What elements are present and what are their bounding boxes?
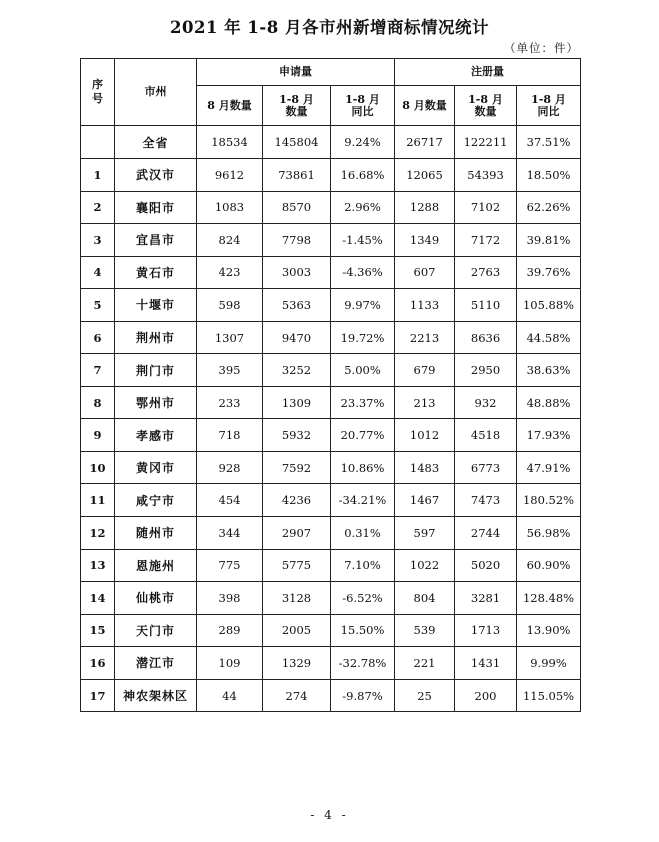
row-app-yoy: 9.97% [331, 289, 395, 322]
row-reg-yoy: 47.91% [517, 451, 581, 484]
total-app-ytd: 145804 [263, 126, 331, 159]
row-reg-ytd: 932 [455, 386, 517, 419]
row-app-yoy: -6.52% [331, 582, 395, 615]
table-row [81, 647, 581, 680]
table-row [81, 256, 581, 289]
row-city: 荆州市 [115, 321, 197, 354]
row-index: 3 [81, 224, 115, 257]
header-app-yoy [331, 86, 395, 126]
table-row [81, 419, 581, 452]
row-reg-yoy: 48.88% [517, 386, 581, 419]
row-app-aug: 775 [197, 549, 263, 582]
row-reg-aug: 1483 [395, 451, 455, 484]
row-reg-aug: 1349 [395, 224, 455, 257]
header-registration: 注册量 [395, 59, 581, 86]
row-app-aug: 344 [197, 517, 263, 550]
header-reg-yoy [517, 86, 581, 126]
row-app-yoy: 10.86% [331, 451, 395, 484]
row-city: 武汉市 [115, 159, 197, 192]
row-app-ytd: 5363 [263, 289, 331, 322]
row-app-yoy: 16.68% [331, 159, 395, 192]
row-app-yoy: 5.00% [331, 354, 395, 387]
row-index: 4 [81, 256, 115, 289]
total-reg-yoy: 37.51% [517, 126, 581, 159]
row-index: 9 [81, 419, 115, 452]
row-city: 恩施州 [115, 549, 197, 582]
header-application: 申请量 [197, 59, 395, 86]
row-reg-ytd: 5110 [455, 289, 517, 322]
row-reg-ytd: 1713 [455, 614, 517, 647]
row-reg-aug: 1288 [395, 191, 455, 224]
row-app-yoy: -34.21% [331, 484, 395, 517]
row-index: 10 [81, 451, 115, 484]
row-reg-aug: 539 [395, 614, 455, 647]
header-reg-ytd-l1: 1-8 月 [468, 92, 503, 106]
table-row [81, 159, 581, 192]
header-app-ytd [263, 86, 331, 126]
header-reg-yoy-l1: 1-8 月 [531, 92, 566, 106]
row-index: 17 [81, 679, 115, 712]
row-reg-ytd: 1431 [455, 647, 517, 680]
row-app-ytd: 9470 [263, 321, 331, 354]
row-index: 14 [81, 582, 115, 615]
row-app-yoy: 7.10% [331, 549, 395, 582]
row-app-ytd: 7592 [263, 451, 331, 484]
row-app-ytd: 2005 [263, 614, 331, 647]
row-reg-ytd: 7172 [455, 224, 517, 257]
row-reg-aug: 1012 [395, 419, 455, 452]
header-app-yoy-l2: 同比 [351, 104, 374, 118]
row-reg-yoy: 60.90% [517, 549, 581, 582]
row-app-ytd: 3128 [263, 582, 331, 615]
header-index-l1: 序 [92, 78, 103, 91]
row-city: 天门市 [115, 614, 197, 647]
row-app-ytd: 7798 [263, 224, 331, 257]
row-city: 孝感市 [115, 419, 197, 452]
row-app-aug: 423 [197, 256, 263, 289]
row-app-yoy: 2.96% [331, 191, 395, 224]
row-app-yoy: -32.78% [331, 647, 395, 680]
row-app-ytd: 4236 [263, 484, 331, 517]
unit-note: （单位：件） [504, 41, 579, 55]
total-name: 全省 [115, 126, 197, 159]
row-city: 荆门市 [115, 354, 197, 387]
row-app-aug: 1083 [197, 191, 263, 224]
row-app-yoy: 0.31% [331, 517, 395, 550]
row-app-ytd: 2907 [263, 517, 331, 550]
row-app-aug: 398 [197, 582, 263, 615]
row-reg-aug: 1467 [395, 484, 455, 517]
row-reg-yoy: 128.48% [517, 582, 581, 615]
table-row [81, 354, 581, 387]
row-app-ytd: 5775 [263, 549, 331, 582]
row-reg-yoy: 56.98% [517, 517, 581, 550]
header-row-1 [81, 59, 581, 86]
row-app-aug: 233 [197, 386, 263, 419]
table-row [81, 517, 581, 550]
header-app-ytd-l1: 1-8 月 [279, 92, 314, 106]
row-index: 1 [81, 159, 115, 192]
row-city: 黄石市 [115, 256, 197, 289]
row-reg-yoy: 9.99% [517, 647, 581, 680]
total-row [81, 126, 581, 159]
row-app-yoy: -1.45% [331, 224, 395, 257]
row-index: 5 [81, 289, 115, 322]
row-city: 宜昌市 [115, 224, 197, 257]
row-reg-ytd: 6773 [455, 451, 517, 484]
row-reg-aug: 1022 [395, 549, 455, 582]
row-city: 神农架林区 [115, 679, 197, 712]
row-reg-yoy: 39.81% [517, 224, 581, 257]
row-reg-yoy: 39.76% [517, 256, 581, 289]
row-index: 13 [81, 549, 115, 582]
row-city: 鄂州市 [115, 386, 197, 419]
row-app-yoy: 15.50% [331, 614, 395, 647]
row-reg-ytd: 2744 [455, 517, 517, 550]
row-index: 2 [81, 191, 115, 224]
row-app-ytd: 274 [263, 679, 331, 712]
table-row [81, 549, 581, 582]
row-app-aug: 395 [197, 354, 263, 387]
row-reg-aug: 221 [395, 647, 455, 680]
row-reg-ytd: 2950 [455, 354, 517, 387]
row-app-aug: 454 [197, 484, 263, 517]
row-app-ytd: 73861 [263, 159, 331, 192]
table-row [81, 386, 581, 419]
page-title: 2021 年 1-8 月各市州新增商标情况统计 [170, 18, 489, 37]
table-row [81, 484, 581, 517]
header-app-ytd-l2: 数量 [285, 104, 308, 118]
row-reg-ytd: 200 [455, 679, 517, 712]
row-reg-ytd: 5020 [455, 549, 517, 582]
table-row [81, 614, 581, 647]
row-reg-yoy: 18.50% [517, 159, 581, 192]
row-app-ytd: 5932 [263, 419, 331, 452]
row-app-yoy: 23.37% [331, 386, 395, 419]
row-app-aug: 44 [197, 679, 263, 712]
row-app-ytd: 3003 [263, 256, 331, 289]
row-reg-aug: 213 [395, 386, 455, 419]
header-reg-aug: 8 月数量 [395, 86, 455, 126]
total-app-yoy: 9.24% [331, 126, 395, 159]
header-reg-ytd [455, 86, 517, 126]
row-city: 随州市 [115, 517, 197, 550]
row-index: 12 [81, 517, 115, 550]
row-reg-yoy: 180.52% [517, 484, 581, 517]
row-city: 仙桃市 [115, 582, 197, 615]
row-reg-ytd: 2763 [455, 256, 517, 289]
row-app-aug: 928 [197, 451, 263, 484]
row-app-aug: 718 [197, 419, 263, 452]
header-app-aug: 8 月数量 [197, 86, 263, 126]
row-app-ytd: 8570 [263, 191, 331, 224]
row-app-yoy: 19.72% [331, 321, 395, 354]
header-app-yoy-l1: 1-8 月 [345, 92, 380, 106]
row-app-ytd: 3252 [263, 354, 331, 387]
row-city: 潜江市 [115, 647, 197, 680]
row-city: 襄阳市 [115, 191, 197, 224]
table-row [81, 451, 581, 484]
row-index: 11 [81, 484, 115, 517]
header-reg-yoy-l2: 同比 [537, 104, 560, 118]
total-reg-ytd: 122211 [455, 126, 517, 159]
row-index: 15 [81, 614, 115, 647]
row-city: 咸宁市 [115, 484, 197, 517]
row-app-aug: 1307 [197, 321, 263, 354]
row-reg-ytd: 8636 [455, 321, 517, 354]
total-reg-aug: 26717 [395, 126, 455, 159]
row-reg-yoy: 44.58% [517, 321, 581, 354]
row-reg-aug: 2213 [395, 321, 455, 354]
row-app-aug: 109 [197, 647, 263, 680]
row-app-ytd: 1309 [263, 386, 331, 419]
header-index-l2: 号 [92, 92, 103, 105]
total-app-aug: 18534 [197, 126, 263, 159]
row-reg-yoy: 13.90% [517, 614, 581, 647]
row-reg-ytd: 54393 [455, 159, 517, 192]
row-app-yoy: -4.36% [331, 256, 395, 289]
table-row [81, 582, 581, 615]
row-city: 黄冈市 [115, 451, 197, 484]
row-reg-aug: 12065 [395, 159, 455, 192]
row-index: 16 [81, 647, 115, 680]
page-number: - 4 - [310, 808, 349, 822]
row-app-ytd: 1329 [263, 647, 331, 680]
header-city: 市州 [115, 59, 197, 126]
row-reg-aug: 597 [395, 517, 455, 550]
row-reg-aug: 25 [395, 679, 455, 712]
row-reg-yoy: 17.93% [517, 419, 581, 452]
row-reg-ytd: 7102 [455, 191, 517, 224]
table-row [81, 679, 581, 712]
row-app-aug: 598 [197, 289, 263, 322]
row-reg-ytd: 3281 [455, 582, 517, 615]
row-reg-yoy: 38.63% [517, 354, 581, 387]
row-app-aug: 824 [197, 224, 263, 257]
table-row [81, 191, 581, 224]
row-index: 7 [81, 354, 115, 387]
row-reg-ytd: 7473 [455, 484, 517, 517]
row-reg-yoy: 115.05% [517, 679, 581, 712]
row-reg-aug: 1133 [395, 289, 455, 322]
row-reg-aug: 607 [395, 256, 455, 289]
trademark-stats-table [80, 58, 581, 712]
row-reg-yoy: 62.26% [517, 191, 581, 224]
total-index [81, 126, 115, 159]
row-app-aug: 9612 [197, 159, 263, 192]
table-row [81, 321, 581, 354]
row-reg-aug: 804 [395, 582, 455, 615]
row-index: 8 [81, 386, 115, 419]
row-reg-yoy: 105.88% [517, 289, 581, 322]
table-row [81, 224, 581, 257]
row-reg-aug: 679 [395, 354, 455, 387]
row-app-aug: 289 [197, 614, 263, 647]
row-index: 6 [81, 321, 115, 354]
row-city: 十堰市 [115, 289, 197, 322]
header-reg-ytd-l2: 数量 [474, 104, 497, 118]
row-app-yoy: 20.77% [331, 419, 395, 452]
header-index [81, 59, 115, 126]
table-row [81, 289, 581, 322]
row-reg-ytd: 4518 [455, 419, 517, 452]
row-app-yoy: -9.87% [331, 679, 395, 712]
